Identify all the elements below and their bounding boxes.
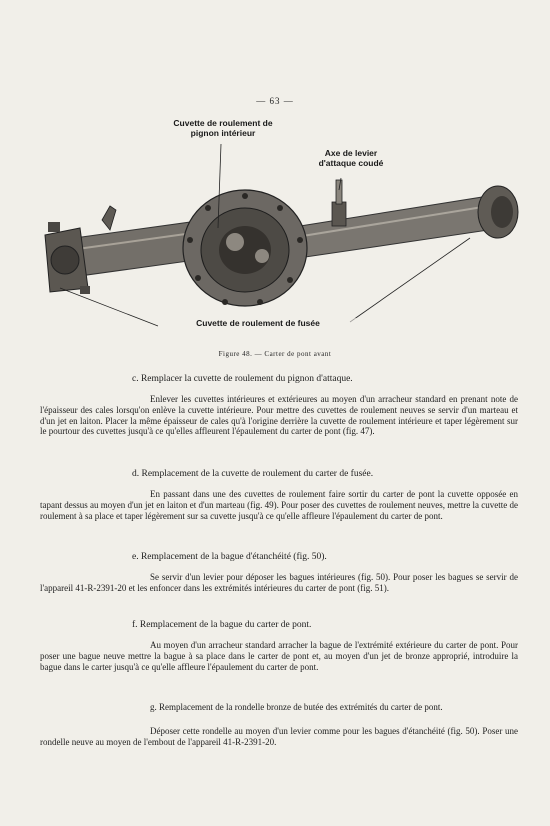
figure-caption: Figure 48. — Carter de pont avant xyxy=(218,350,332,358)
callout-pinion-cup: Cuvette de roulement de pignon intérieur xyxy=(168,118,278,138)
axle-housing-figure xyxy=(40,110,530,350)
section-body-g: Déposer cette rondelle au moyen d'un levier comme pour les bagues d'étanchéité (fig. 50). Poser une rondelle neuve au moyen de l'embout de l'appareil 41-R-2391-20. xyxy=(40,726,518,747)
page-number: — 63 — xyxy=(256,96,294,106)
section-heading-g: g. Remplacement de la rondelle bronze de butée des extrémités du carter de pont. xyxy=(150,702,443,712)
section-heading-f: f. Remplacement de la bague du carter de pont. xyxy=(132,620,312,630)
axle-housing-illustration xyxy=(40,110,530,350)
section-heading-c: c. Remplacer la cuvette de roulement du pignon d'attaque. xyxy=(132,374,353,384)
section-body-e: Se servir d'un levier pour déposer les bagues intérieures (fig. 50). Pour poser les bagues se servir de l'appareil 41-R-2391-20 et les enfoncer dans les extrémités intérieures du carter de pont (fig. 51). xyxy=(40,572,518,593)
callout-lever-axis: Axe de levier d'attaque coudé xyxy=(308,148,394,168)
section-body-c: Enlever les cuvettes intérieures et extérieures au moyen d'un arracheur standard en prenant note de l'épaisseur des cales lorsqu'on enlève la cuvette intérieure. Pour mettre des cuvettes de roulement neuves se servir d'un marteau et d'un jet en laiton. Placer la même épaisseur de cales qu'à l'origine derrière la cuvette de roulement intérieure et taper légèrement sur le pourtour des cuvettes jusqu'à ce qu'elles affleurent l'épaulement du carter de pont (fig. 47). xyxy=(40,394,518,437)
section-body-d: En passant dans une des cuvettes de roulement faire sortir du carter de pont la cuvette opposée en tapant dessus au moyen d'un jet en laiton et d'un marteau (fig. 49). Pour poser des cuvettes de roulement neuves, mettre la cuvette de roulement à sa place et taper légèrement sur sa cuvette jusqu'à ce qu'elle affleure l'épaulement du carter de pont. xyxy=(40,489,518,521)
section-heading-e: e. Remplacement de la bague d'étanchéité (fig. 50). xyxy=(132,552,327,562)
section-body-f: Au moyen d'un arracheur standard arracher la bague de l'extrémité extérieure du carter de pont. Pour poser une bague neuve mettre la bague à sa place dans le carter de pont et, au moyen d'un jet de bronze approprié, introduire la bague dans le carter jusqu'à ce qu'elle affleure l'épaulement du carter de pont. xyxy=(40,640,518,672)
section-heading-d: d. Remplacement de la cuvette de roulement du carter de fusée. xyxy=(132,469,374,479)
callout-spindle-cup: Cuvette de roulement de fusée xyxy=(158,318,358,328)
